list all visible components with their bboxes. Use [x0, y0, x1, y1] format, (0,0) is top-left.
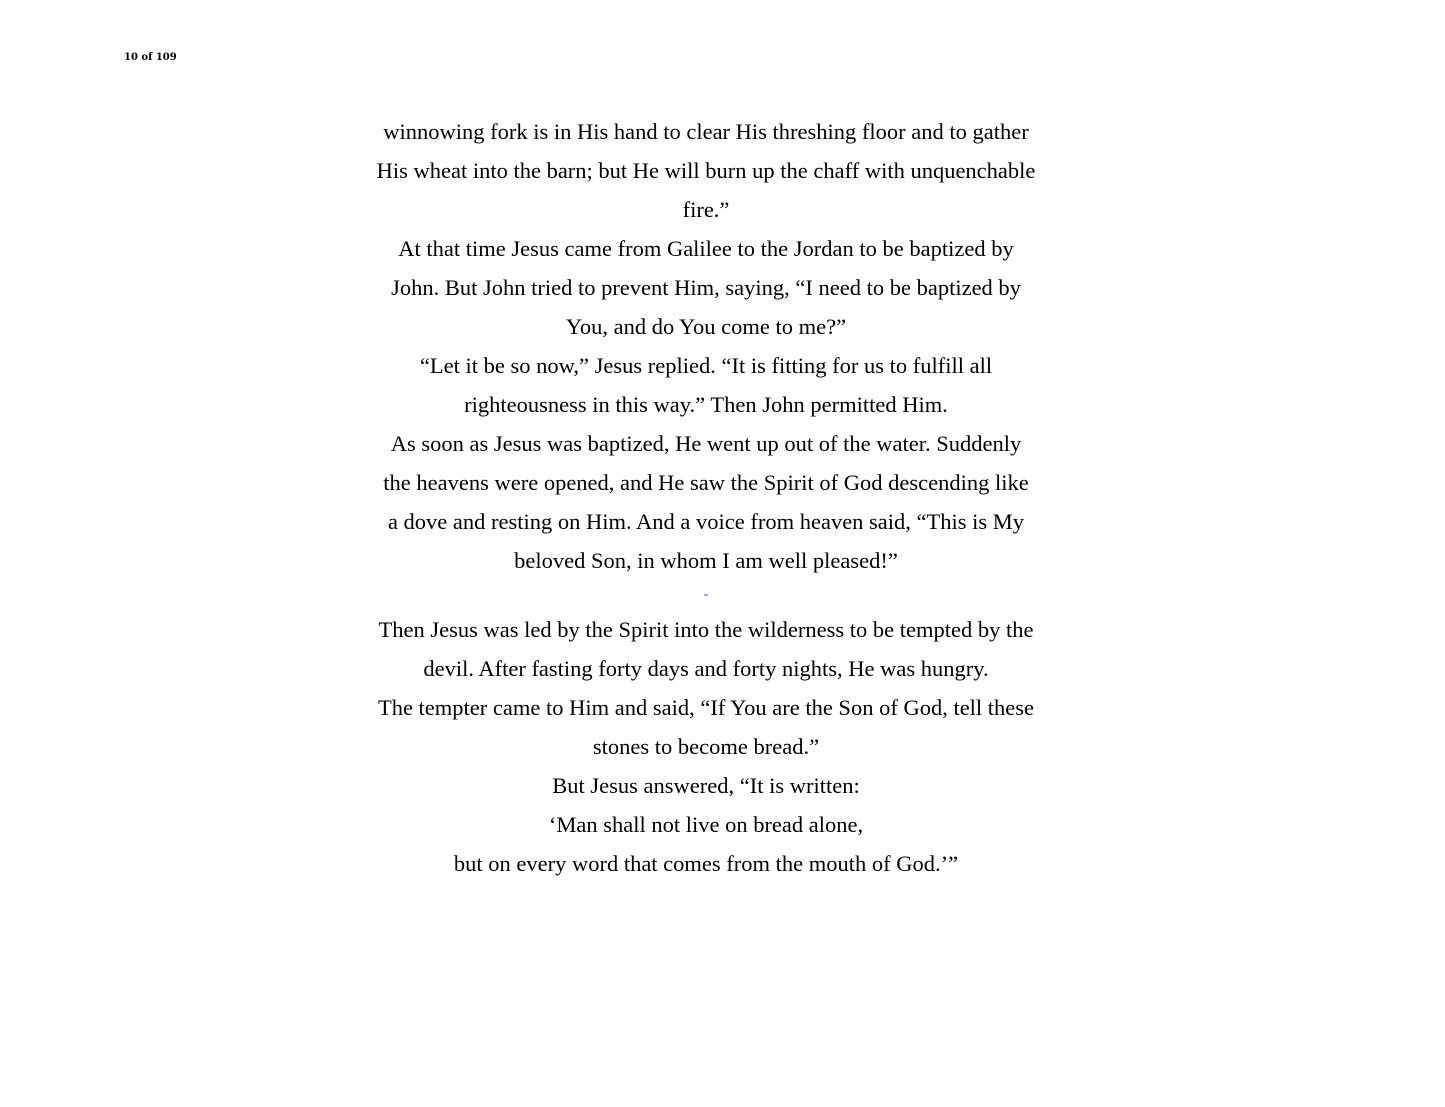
quote-line-word: but on every word that comes from the mouth of God.’”	[453, 851, 959, 876]
footnote-link[interactable]: -	[703, 587, 709, 602]
paragraph-tempter: The tempter came to Him and said, “If You are the Son of God, tell these stones to become bread.”	[377, 695, 1035, 759]
quote-line-bread: ‘Man shall not live on bread alone,	[548, 812, 864, 837]
page-indicator: 10 of 109	[124, 52, 177, 63]
paragraph-let-it-be: “Let it be so now,” Jesus replied. “It is fitting for us to fulfill all righteousness in this way.” Then John permitted Him.	[419, 353, 993, 417]
paragraph-jesus-arrives: At that time Jesus came from Galilee to the Jordan to be baptized by John. But John tried to prevent Him, saying, “I need to be baptized by You, and do You come to me?”	[391, 236, 1021, 339]
paragraph-it-is-written: But Jesus answered, “It is written:	[552, 773, 860, 798]
reader-content	[376, 112, 1036, 883]
paragraph-baptism: As soon as Jesus was baptized, He went up out of the water. Suddenly the heavens were opened, and He saw the Spirit of God descending like a dove and resting on Him. And a voice from heaven said, “This is My beloved Son, in whom I am well pleased!”	[383, 431, 1029, 573]
paragraph-wilderness: Then Jesus was led by the Spirit into the wilderness to be tempted by the devil. After fasting forty days and forty nights, He was hungry.	[378, 617, 1034, 681]
paragraph-chaff: winnowing fork is in His hand to clear His threshing floor and to gather His wheat into the barn; but He will burn up the chaff with unquenchable fire.”	[376, 119, 1036, 222]
